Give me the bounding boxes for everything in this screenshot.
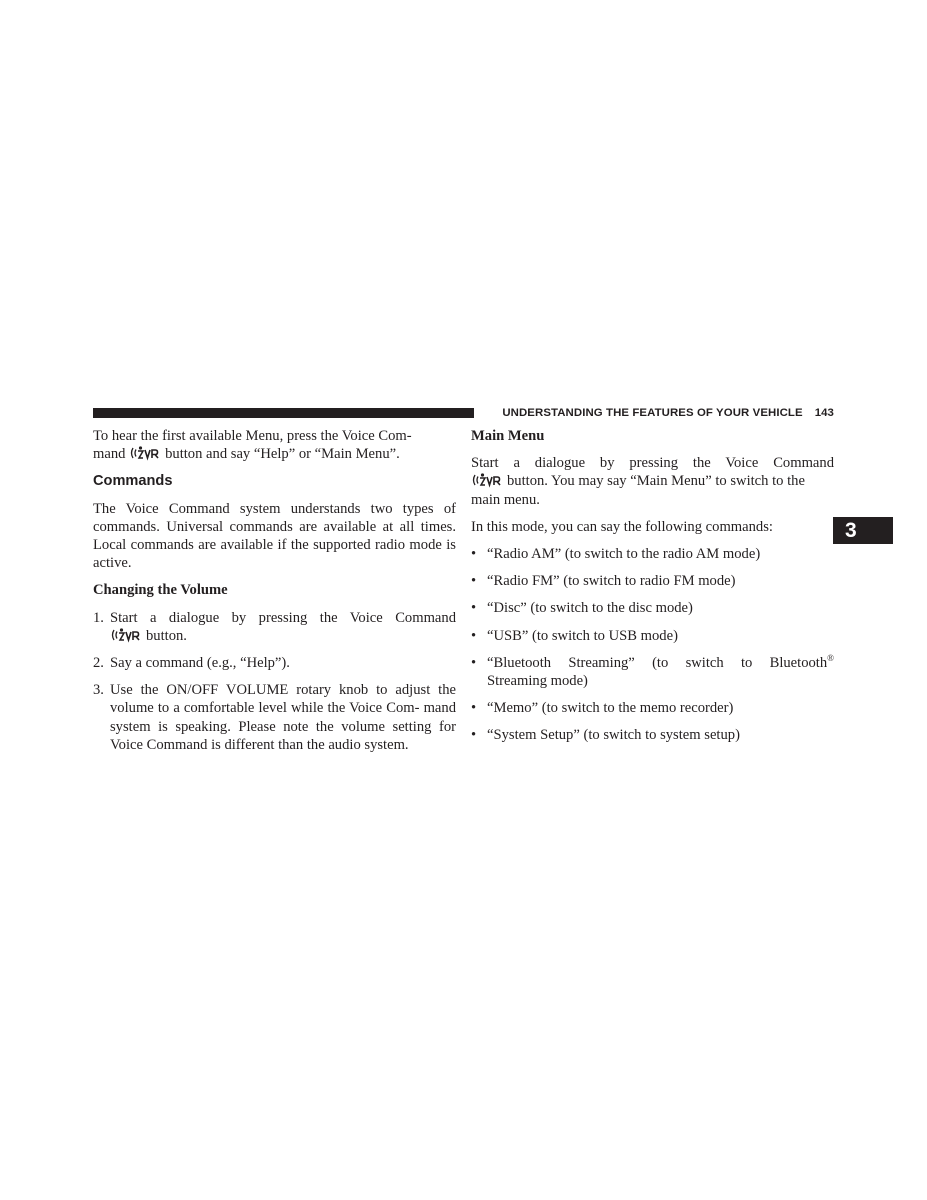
right-column (471, 427, 834, 745)
left-column (93, 427, 456, 754)
list-item: 2. Say a command (e.g., “Help”). (93, 655, 290, 672)
main-menu-heading: Main Menu (471, 428, 545, 444)
section-title: UNDERSTANDING THE FEATURES OF YOUR VEHICLE (502, 407, 803, 419)
voice-command-icon (110, 627, 146, 643)
voice-command-icon (129, 445, 165, 461)
commands-heading: Commands (93, 473, 173, 490)
list-item: • “USB” (to switch to USB mode) (471, 627, 678, 644)
running-header (482, 405, 834, 421)
voice-command-icon (471, 472, 507, 488)
list-item: • “Memo” (to switch to the memo recorder) (471, 700, 734, 717)
list-item: 1. Start a dialogue by pressing the Voice Command button. (93, 609, 456, 644)
list-item: • “Disc” (to switch to the disc mode) (471, 600, 693, 617)
list-item: • “Radio FM” (to switch to radio FM mode) (471, 573, 736, 590)
volume-heading: Changing the Volume (93, 582, 228, 599)
header-rule (93, 408, 474, 418)
list-item: • “System Setup” (to switch to system setup) (471, 727, 740, 744)
list-item: 3. Use the ON/OFF VOLUME rotary knob to adjust the volume to a comfortable level while the Voice Com- mand system is speaking. Please note the volume setting for Voice Command is different than the audio system. (93, 682, 456, 753)
list-item: • “Radio AM” (to switch to the radio AM mode) (471, 546, 761, 563)
mode-intro: In this mode, you can say the following commands: (471, 518, 773, 535)
commands-paragraph: The Voice Command system understands two types of commands. Universal commands are available at all times. Local commands are available if the supported radio mode is active. (93, 500, 456, 572)
page-number: 143 (814, 407, 834, 419)
list-item: • “Bluetooth Streaming” (to switch to Bluetooth® Streaming mode) (471, 652, 834, 690)
chapter-tab: 3 (833, 517, 893, 544)
intro-paragraph: To hear the first available Menu, press the Voice Com- mand button and say “Help” or “Main Menu”. (93, 428, 412, 463)
main-menu-paragraph: Start a dialogue by pressing the Voice Command button. You may say “Main Menu” to switch to the main menu. (471, 455, 834, 508)
